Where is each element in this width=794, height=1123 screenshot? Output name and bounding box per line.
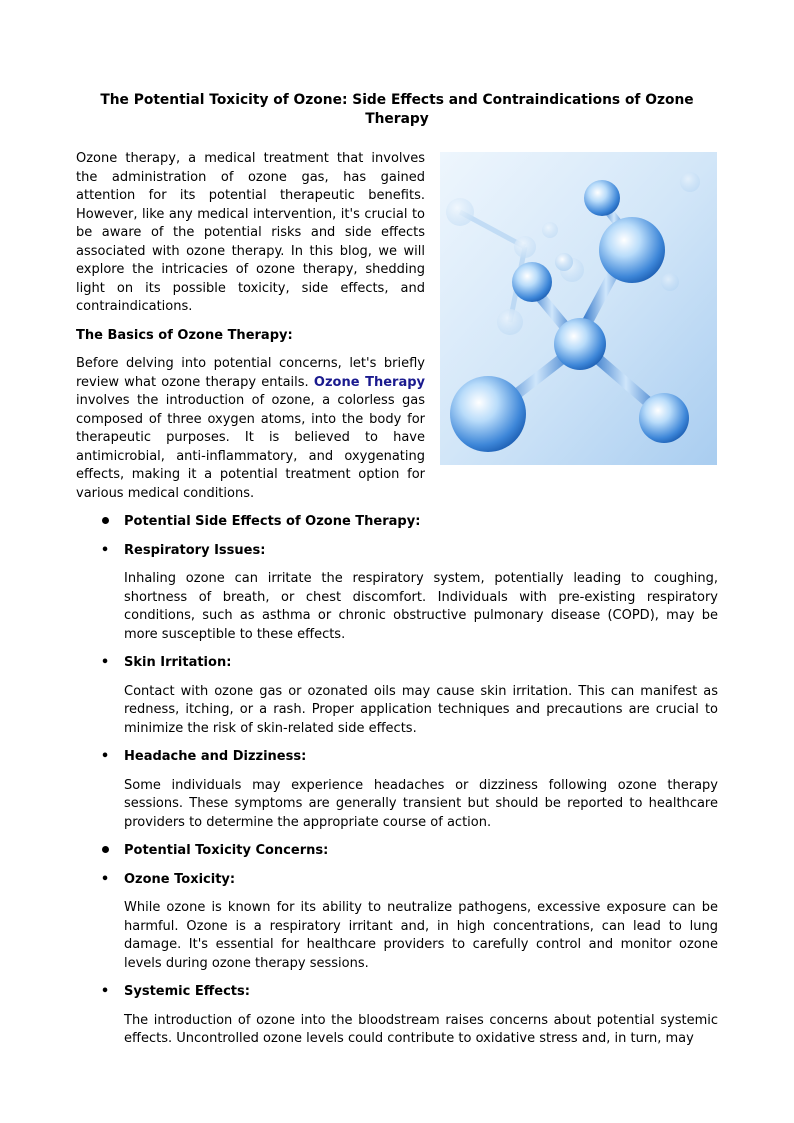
intro-column bbox=[76, 150, 425, 503]
list-item bbox=[76, 542, 718, 561]
side-effects-list bbox=[76, 513, 718, 1059]
side-effects-heading: Potential Side Effects of Ozone Therapy: bbox=[124, 514, 421, 529]
bullet-icon: • bbox=[100, 542, 110, 558]
molecule-illustration bbox=[440, 152, 717, 465]
molecule-icon bbox=[440, 152, 717, 465]
ozone-toxicity-paragraph: While ozone is known for its ability to neutralize pathogens, excessive exposure can be harmful. Ozone is a respiratory irritant and, in high concentrations, can lead to lung damage. It's essential for healthcare providers to carefully control and monitor ozone levels during ozone therapy sessions. bbox=[124, 900, 718, 971]
bullet-dot-icon bbox=[98, 842, 112, 861]
list-item bbox=[76, 842, 718, 861]
list-item bbox=[76, 513, 718, 532]
skin-paragraph: Contact with ozone gas or ozonated oils may cause skin irritation. This can manifest as redness, itching, or a rash. Proper application techniques and precautions are crucial to minimize the risk of skin-related side effects. bbox=[124, 683, 718, 736]
document-title: The Potential Toxicity of Ozone: Side Effects and Contraindications of Ozone Therapy bbox=[100, 92, 694, 127]
list-item bbox=[76, 871, 718, 890]
respiratory-paragraph: Inhaling ozone can irritate the respiratory system, potentially leading to coughing, shortness of breath, or chest discomfort. Individuals with pre-existing respiratory conditions, such as asthma or chronic obstructive pulmonary disease (COPD), may be more susceptible to these effects. bbox=[124, 571, 718, 642]
ozone-therapy-link[interactable]: Ozone Therapy bbox=[313, 374, 425, 390]
intro-paragraph: Ozone therapy, a medical treatment that involves the administration of ozone gas, has gained attention for its potential therapeutic benefits. However, like any medical intervention, it's crucial to be aware of the potential risks and side effects associated with ozone therapy. In this blog, we will explore the intricacies of ozone therapy, shedding light on its possible toxicity, side effects, and contraindications. bbox=[76, 151, 425, 314]
basics-text-end: involves the introduction of ozone, a colorless gas composed of three oxygen atoms, into the body for therapeutic purposes. It is believed to have antimicrobial, anti-inflammatory, and oxygenating effects, making it a potential treatment option for various medical conditions. bbox=[76, 393, 425, 501]
bullet-icon: • bbox=[100, 871, 110, 887]
skin-heading: Skin Irritation: bbox=[124, 655, 232, 670]
toxicity-heading: Potential Toxicity Concerns: bbox=[124, 843, 329, 858]
ozone-toxicity-heading: Ozone Toxicity: bbox=[124, 871, 236, 887]
list-item bbox=[76, 983, 718, 1002]
systemic-heading: Systemic Effects: bbox=[124, 984, 250, 999]
bullet-dot-icon bbox=[98, 513, 112, 532]
bullet-icon: • bbox=[100, 655, 110, 670]
basics-paragraph bbox=[76, 355, 425, 503]
respiratory-heading: Respiratory Issues: bbox=[124, 542, 266, 558]
bullet-icon: • bbox=[100, 749, 110, 764]
headache-heading: Headache and Dizziness: bbox=[124, 749, 307, 764]
headache-paragraph: Some individuals may experience headaches or dizziness following ozone therapy sessions. These symptoms are generally transient but should be reported to healthcare providers to determine the appropriate course of action. bbox=[124, 777, 718, 830]
basics-text-start: Before delving into potential concerns, let's briefly review what ozone therapy entails. bbox=[76, 356, 425, 390]
bullet-icon: • bbox=[100, 984, 110, 999]
list-item bbox=[76, 654, 718, 673]
list-item bbox=[76, 748, 718, 767]
systemic-paragraph: The introduction of ozone into the bloodstream raises concerns about potential systemic effects. Uncontrolled ozone levels could contribute to oxidative stress and, in turn, may bbox=[124, 1012, 718, 1046]
basics-heading: The Basics of Ozone Therapy: bbox=[76, 327, 293, 343]
